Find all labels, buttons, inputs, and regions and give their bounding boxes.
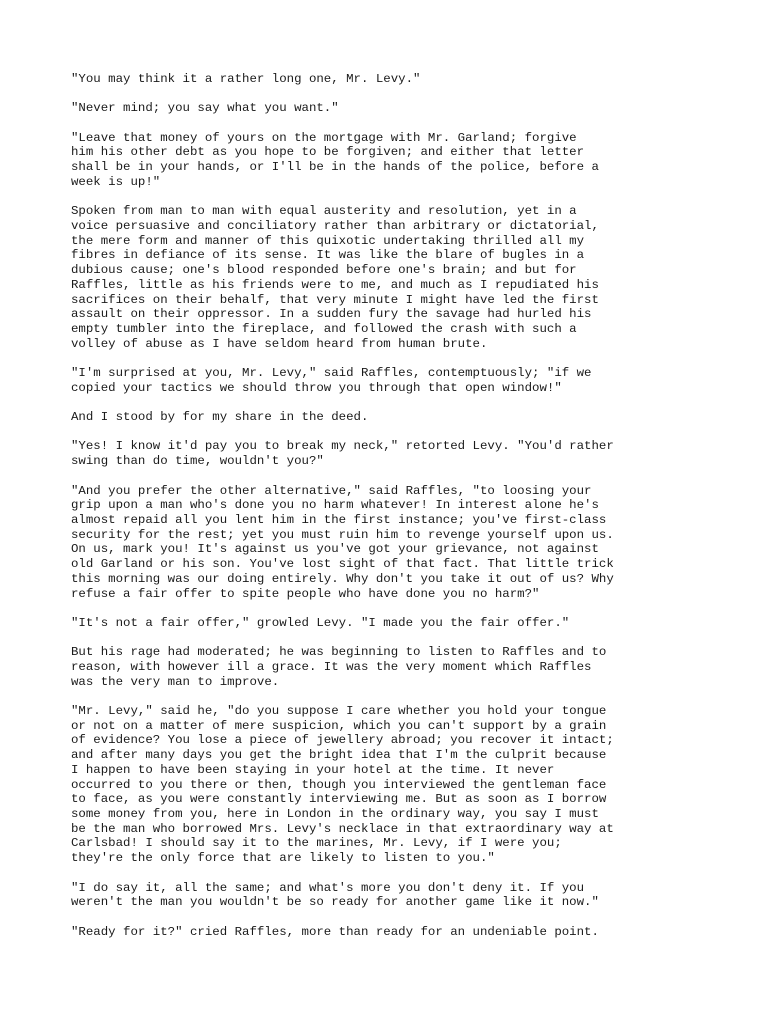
paragraph: "It's not a fair offer," growled Levy. "I made you the fair offer."	[71, 615, 570, 630]
paragraph: But his rage had moderated; he was beginning to listen to Raffles and to reason, with however ill a grace. It was the very moment which Raffles was the very man to improve.	[71, 645, 607, 689]
paragraph: "And you prefer the other alternative," said Raffles, "to loosing your grip upon a man who's done you no harm whatever! In interest alone he's almost repaid all you lent him in the first instance; you've first-class security for the rest; yet you must ruin him to revenge yourself upon us. On us, mark you! It's against us you've got your grievance, not against old Garland or his son. You've lost sight of that fact. That little trick this morning was our doing entirely. Why don't you take it out of us? Why refuse a fair offer to spite people who have done you no harm?"	[71, 483, 614, 601]
paragraph: Spoken from man to man with equal austerity and resolution, yet in a voice persuasive and conciliatory rather than arbitrary or dictatorial, the mere form and manner of this quixotic undertaking thrilled all my fibres in defiance of its sense. It was like the blare of bugles in a dubious cause; one's blood responded before one's brain; and but for Raffles, little as his friends were to me, and much as I repudiated his sacrifices on their behalf, that very minute I might have led the first assault on their oppressor. In a sudden fury the savage had hurled his empty tumbler into the fireplace, and followed the crash with such a volley of abuse as I have seldom heard from human brute.	[71, 204, 599, 351]
paragraph: "I do say it, all the same; and what's more you don't deny it. If you weren't the man you wouldn't be so ready for another game like it now."	[71, 880, 599, 910]
document-page	[71, 72, 701, 954]
paragraph: "I'm surprised at you, Mr. Levy," said Raffles, contemptuously; "if we copied your tactics we should throw you through that open window!"	[71, 366, 592, 395]
paragraph: "Never mind; you say what you want."	[71, 101, 339, 116]
paragraph: "Ready for it?" cried Raffles, more than ready for an undeniable point.	[71, 924, 599, 939]
paragraph: "You may think it a rather long one, Mr. Levy."	[71, 72, 421, 86]
paragraph: "Leave that money of yours on the mortgage with Mr. Garland; forgive him his other debt as you hope to be forgiven; and either that letter shall be in your hands, or I'll be in the hands of the police, before a week is up!"	[71, 130, 599, 189]
paragraph: "Yes! I know it'd pay you to break my neck," retorted Levy. "You'd rather swing than do time, wouldn't you?"	[71, 439, 614, 469]
paragraph: And I stood by for my share in the deed.	[71, 410, 369, 425]
paragraph: "Mr. Levy," said he, "do you suppose I care whether you hold your tongue or not on a matter of mere suspicion, which you can't support by a grain of evidence? You lose a piece of jewellery abroad; you recover it intact; and after many days you get the bright idea that I'm the culprit because I happen to have been staying in your hotel at the time. It never occurred to you there or then, though you interviewed the gentleman face to face, as you were constantly interviewing me. But as soon as I borrow some money from you, here in London in the ordinary way, you say I must be the man who borrowed Mrs. Levy's necklace in that extraordinary way at Carlsbad! I should say it to the marines, Mr. Levy, if I were you; they're the only force that are likely to listen to you."	[71, 704, 614, 866]
